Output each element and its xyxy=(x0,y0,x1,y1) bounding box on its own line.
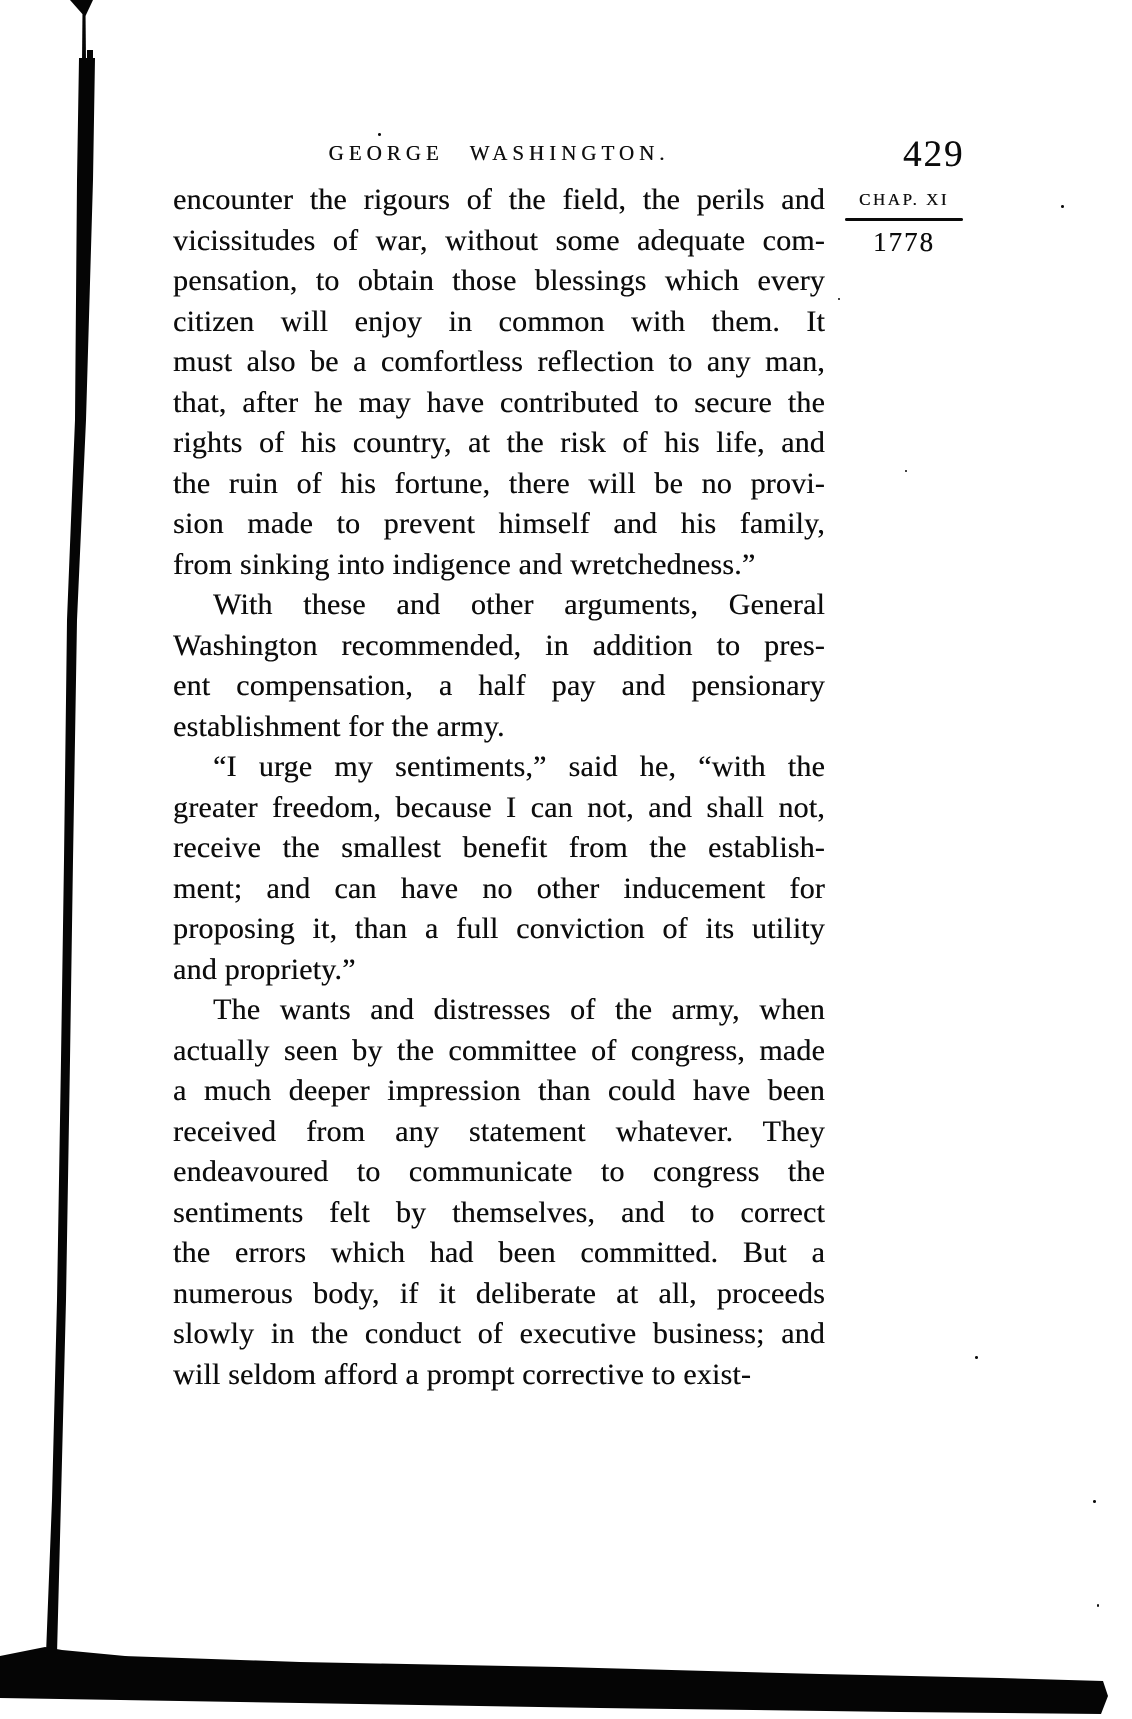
scan-speck xyxy=(1093,1500,1096,1503)
text-line: ent compensation, a half pay and pensionary xyxy=(173,669,825,702)
text-line: that, after he may have contributed to secure the xyxy=(173,385,825,419)
margin-sidenote xyxy=(844,190,964,258)
scan-speck xyxy=(975,1356,978,1359)
text-line: receive the smallest benefit from the establish- xyxy=(173,831,825,864)
text-line: sion made to prevent himself and his family, xyxy=(173,507,825,540)
scan-speck xyxy=(378,133,381,136)
text-line: Washington recommended, in addition to pres- xyxy=(173,628,825,662)
text-line: from sinking into indigence and wretchedness.” xyxy=(173,547,756,581)
text-line: rights of his country, at the risk of his life, and xyxy=(173,426,825,459)
text-line: citizen will enjoy in common with them. It xyxy=(173,304,825,338)
text-line: endeavoured to communicate to congress the xyxy=(173,1155,825,1188)
text-line: received from any statement whatever. They xyxy=(173,1114,825,1148)
text-line: the errors which had been committed. But a xyxy=(173,1236,825,1269)
page-number: 429 xyxy=(903,134,965,175)
text-line: sentiments felt by themselves, and to correct xyxy=(173,1195,825,1229)
text-line: proposing it, than a full conviction of its utility xyxy=(173,912,825,945)
sidenote-chapter-label: CHAP. XI xyxy=(859,190,949,209)
scan-speck xyxy=(905,470,907,472)
text-line: must also be a comfortless reflection to any man, xyxy=(173,345,825,378)
scan-speck xyxy=(1061,205,1064,208)
running-head-title: GEORGE WASHINGTON. xyxy=(328,141,670,165)
text-line: encounter the rigours of the field, the perils and xyxy=(173,183,825,216)
text-line: actually seen by the committee of congress, made xyxy=(173,1033,825,1067)
text-line: ment; and can have no other inducement for xyxy=(173,871,825,905)
scan-speck xyxy=(838,298,840,300)
text-line: will seldom afford a prompt corrective to exist- xyxy=(173,1357,752,1391)
sidenote-rule xyxy=(845,218,963,221)
text-line: a much deeper impression than could have been xyxy=(173,1074,825,1107)
sidenote-year-label: 1778 xyxy=(873,227,935,257)
text-line: greater freedom, because I can not, and shall not, xyxy=(173,790,825,824)
text-line: establishment for the army. xyxy=(173,709,505,743)
text-line: pensation, to obtain those blessings which every xyxy=(173,264,825,297)
text-line: “I urge my sentiments,” said he, “with the xyxy=(213,750,825,783)
body-text-column xyxy=(173,180,825,1395)
text-line: The wants and distresses of the army, when xyxy=(213,993,825,1026)
text-line: With these and other arguments, General xyxy=(213,588,825,621)
text-line: slowly in the conduct of executive business; and xyxy=(173,1317,825,1350)
text-line: numerous body, if it deliberate at all, proceeds xyxy=(173,1276,825,1310)
text-line: and propriety.” xyxy=(173,952,356,986)
text-line: vicissitudes of war, without some adequate com- xyxy=(173,223,825,257)
text-line: the ruin of his fortune, there will be no provi- xyxy=(173,466,825,500)
scan-speck xyxy=(1097,1604,1099,1607)
